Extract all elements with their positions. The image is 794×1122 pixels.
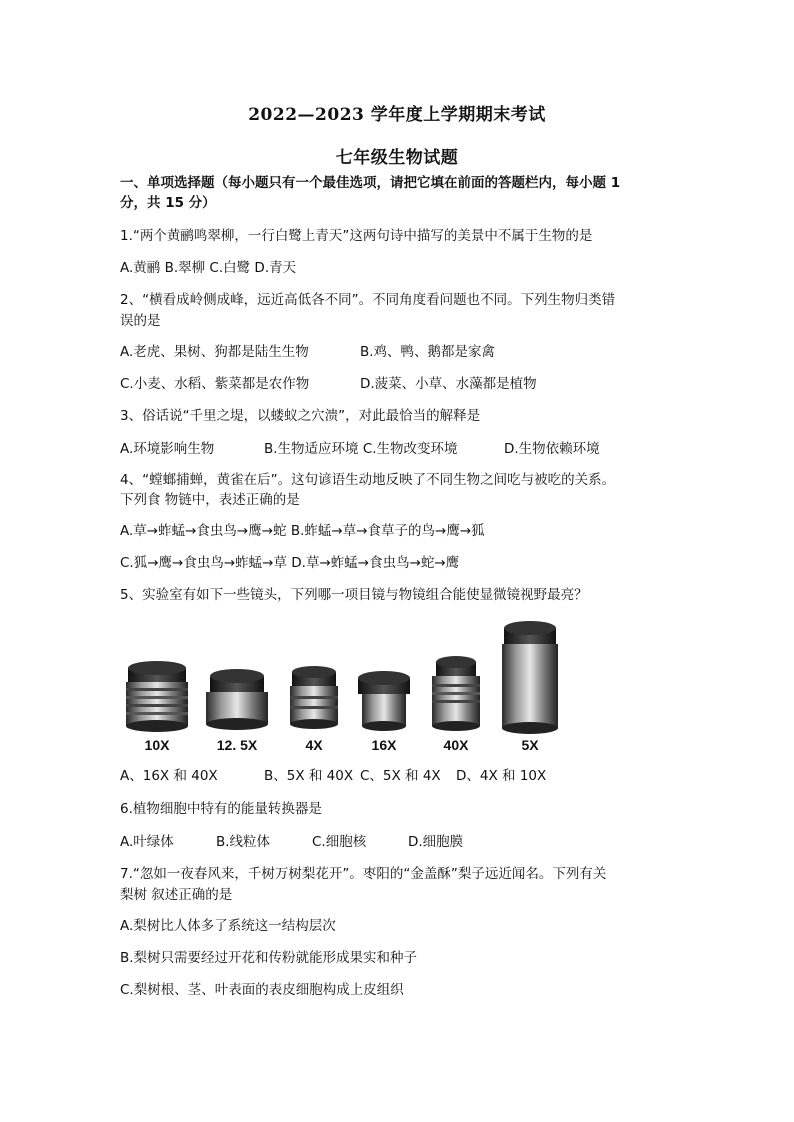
q2-option-d: D.菠菜、小草、水藻都是植物 <box>360 376 537 392</box>
q5-option-a: A、16X 和 40X <box>120 768 218 784</box>
lens-label-5x: 5X <box>521 737 539 753</box>
q6-stem: 6.植物细胞中特有的能量转换器是 <box>120 801 322 817</box>
q3-option-a: A.环境影响生物 <box>120 441 215 457</box>
q6-option-a: A.叶绿体 <box>120 834 174 850</box>
q7-option-c: C.梨树根、茎、叶表面的表皮细胞构成上皮组织 <box>120 982 404 998</box>
q1-stem: 1.“两个黄鹂鸣翠柳，一行白鹭上青天”这两句诗中描写的美景中不属于生物的是 <box>120 228 593 244</box>
lens-label-10x: 10X <box>144 737 170 753</box>
q4-stem-line1: 4、“螳螂捕蝉，黄雀在后”。这句谚语生动地反映了不同生物之间吃与被吃的关系。 <box>120 472 616 488</box>
q3-option-d: D.生物依赖环境 <box>504 441 600 457</box>
lens-12-5x <box>206 669 268 730</box>
q3-option-bc: B.生物适应环境 C.生物改变环境 <box>264 441 458 457</box>
q7-stem-line1: 7.“忽如一夜春风来，千树万树梨花开”。枣阳的“金盖酥”梨子远近闻名。下列有关 <box>120 866 607 882</box>
q6-option-c: C.细胞核 <box>312 834 367 850</box>
q2-stem-line2: 误的是 <box>120 313 161 329</box>
q3-stem: 3、俗话说“千里之堤，以蝼蚁之穴溃”，对此最恰当的解释是 <box>120 408 481 424</box>
q5-option-c: C、5X 和 4X <box>360 768 441 784</box>
q4-options-row1: A.草→蚱蜢→食虫鸟→鹰→蛇 B.蚱蜢→草→食草子的鸟→鹰→狐 <box>120 523 485 539</box>
q6-option-d: D.细胞膜 <box>408 834 464 850</box>
q5-option-d: D、4X 和 10X <box>456 768 547 784</box>
lens-40x <box>432 656 480 731</box>
q5-option-b: B、5X 和 40X <box>264 768 354 784</box>
lens-label-4x: 4X <box>305 737 323 753</box>
q4-options-row2: C.狐→鹰→食虫鸟→蚱蜢→草 D.草→蚱蜢→食虫鸟→蛇→鹰 <box>120 555 460 571</box>
lens-figure-svg <box>118 618 568 756</box>
section-heading-line2: 分，共 15 分） <box>120 195 216 211</box>
q1-options: A.黄鹂 B.翠柳 C.白鹭 D.青天 <box>120 260 297 276</box>
q2-option-b: B.鸡、鸭、鹅都是家禽 <box>360 344 496 360</box>
q2-stem-line1: 2、“横看成岭侧成峰，远近高低各不同”。不同角度看问题也不同。下列生物归类错 <box>120 292 616 308</box>
lens-10x <box>126 661 188 732</box>
q4-stem-line2: 下列食 物链中，表述正确的是 <box>120 492 300 508</box>
q2-option-a: A.老虎、果树、狗都是陆生生物 <box>120 344 309 360</box>
q5-stem: 5、实验室有如下一些镜头，下列哪一项目镜与物镜组合能使显微镜视野最亮？ <box>120 587 588 603</box>
lens-label-12-5x: 12. 5X <box>216 737 258 753</box>
exam-title: 2022—2023 学年度上学期期末考试 <box>248 105 546 125</box>
q2-option-c: C.小麦、水稻、紫菜都是农作物 <box>120 376 310 392</box>
lens-5x <box>502 621 558 734</box>
lens-label-40x: 40X <box>443 737 469 753</box>
lens-4x <box>290 666 338 729</box>
lens-label-16x: 16X <box>371 737 397 753</box>
exam-subtitle: 七年级生物试题 <box>335 148 459 168</box>
q7-stem-line2: 梨树 叙述正确的是 <box>120 887 233 903</box>
q6-option-b: B.线粒体 <box>216 834 271 850</box>
q7-option-a: A.梨树比人体多了系统这一结构层次 <box>120 918 336 934</box>
section-heading-line1: 一、单项选择题（每小题只有一个最佳选项，请把它填在前面的答题栏内，每小题 1 <box>120 175 621 191</box>
q7-option-b: B.梨树只需要经过开花和传粉就能形成果实和种子 <box>120 950 418 966</box>
lens-16x <box>358 671 410 731</box>
lens-figure <box>118 618 568 756</box>
